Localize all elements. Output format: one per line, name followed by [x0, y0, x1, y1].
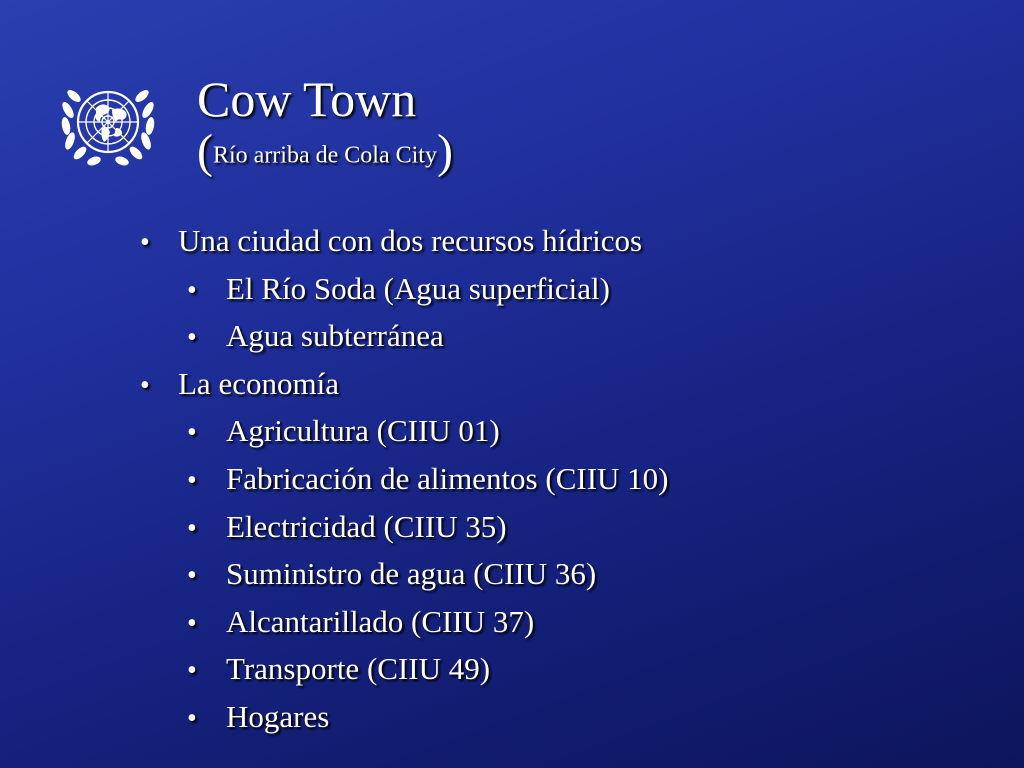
bullet-text: La economía — [178, 365, 339, 401]
title-block — [197, 70, 453, 180]
sub-bullet-item — [140, 312, 668, 360]
bullet-text: Hogares — [226, 698, 330, 734]
bullet-text: El Río Soda (Agua superficial) — [226, 270, 610, 306]
bullet-text: Agua subterránea — [226, 318, 444, 354]
bullet-glyph: • — [140, 227, 150, 258]
un-emblem-icon — [52, 78, 164, 170]
sub-bullet-item — [140, 598, 668, 646]
bullet-text: Una ciudad con dos recursos hídricos — [178, 223, 643, 258]
subtitle-open-paren: ( — [197, 125, 213, 178]
bullet-text: Agricultura (CIIU 01) — [226, 413, 500, 449]
sub-bullet-item — [140, 455, 668, 503]
bullet-glyph: • — [187, 560, 197, 592]
bullet-glyph: • — [187, 417, 197, 449]
subtitle-close-paren: ) — [436, 125, 453, 178]
bullet-item — [140, 360, 668, 408]
slide-title: Cow Town — [197, 71, 417, 127]
bullet-glyph: • — [187, 322, 197, 354]
sub-bullet-item — [140, 550, 668, 598]
sub-bullet-item — [140, 503, 668, 551]
bullet-glyph: • — [187, 655, 197, 687]
bullet-text: Electricidad (CIIU 35) — [226, 508, 507, 544]
sub-bullet-item — [140, 407, 668, 455]
bullet-text: Alcantarillado (CIIU 37) — [226, 603, 535, 639]
bullet-glyph: • — [187, 464, 197, 496]
sub-bullet-item — [140, 693, 668, 741]
sub-bullet-item — [140, 265, 668, 313]
bullet-list — [140, 217, 668, 741]
bullet-glyph: • — [187, 702, 197, 734]
bullet-glyph: • — [187, 512, 197, 544]
bullet-text: Fabricación de alimentos (CIIU 10) — [226, 460, 669, 496]
bullet-item — [140, 217, 668, 265]
bullet-text: Transporte (CIIU 49) — [226, 651, 491, 687]
sub-bullet-item — [140, 645, 668, 693]
bullet-glyph: • — [187, 274, 197, 306]
slide-subtitle — [197, 125, 453, 180]
bullet-glyph: • — [140, 369, 150, 401]
bullet-text: Suministro de agua (CIIU 36) — [226, 556, 597, 592]
bullet-glyph: • — [187, 607, 197, 639]
subtitle-text: Río arriba de Cola City — [212, 142, 437, 169]
